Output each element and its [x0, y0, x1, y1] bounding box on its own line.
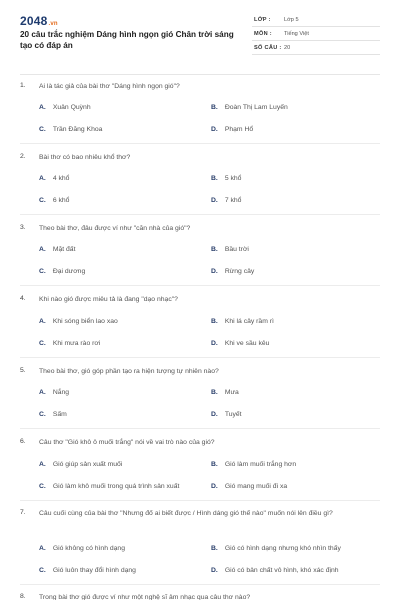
option-letter: D.: [211, 197, 218, 204]
option-text: Gió luôn thay đổi hình dạng: [52, 567, 136, 574]
question-text: Theo bài thơ, đâu được ví như "căn nhà của gió"?: [39, 225, 191, 232]
question-number: 6.: [20, 438, 26, 445]
question-number: 2.: [20, 153, 26, 160]
option-text: 4 khổ: [52, 175, 70, 182]
header-divider: [20, 74, 380, 75]
option-text: Mưa: [224, 389, 239, 396]
option-letter: D.: [211, 126, 218, 133]
page-title: 20 câu trắc nghiệm Dáng hình ngọn gió Chân trời sáng tạo có đáp án: [20, 30, 234, 50]
option-letter: C.: [39, 126, 46, 133]
question-divider: [20, 357, 380, 358]
question-text: Câu thơ "Gió khô ô muối trắng" nói về vai trò nào của gió?: [39, 439, 215, 446]
option-letter: B.: [211, 104, 218, 111]
option-text: Đoàn Thị Lam Luyến: [224, 104, 288, 111]
option-text: Khi lá cây rầm rì: [224, 318, 274, 325]
option-letter: B.: [211, 246, 218, 253]
option-c[interactable]: [39, 340, 100, 347]
option-c[interactable]: [39, 197, 69, 204]
question-divider: [20, 285, 380, 286]
question-divider: [20, 500, 380, 501]
option-letter: A.: [39, 175, 46, 182]
question-text: Bài thơ có bao nhiêu khổ thơ?: [39, 154, 131, 161]
option-letter: B.: [211, 389, 218, 396]
meta-row-count: [252, 42, 380, 55]
option-text: Tuyết: [224, 411, 242, 418]
option-letter: A.: [39, 318, 46, 325]
option-b[interactable]: [211, 175, 241, 182]
option-letter: A.: [39, 545, 46, 552]
option-d[interactable]: [211, 126, 253, 133]
meta-key: SỐ CÂU :: [254, 45, 282, 51]
question-divider: [20, 584, 380, 585]
option-text: Khi mưa rào rơi: [52, 340, 101, 347]
option-d[interactable]: [211, 197, 241, 204]
question-number: 5.: [20, 367, 26, 374]
question-text: Câu cuối cùng của bài thơ "Nhưng đố ai biết được / Hình dáng gió thế nào" muốn nói lên điều gì?: [39, 510, 333, 517]
option-text: Gió làm khô muối trong quá trình sản xuất: [52, 483, 180, 490]
option-a[interactable]: [39, 389, 69, 396]
option-a[interactable]: [39, 175, 69, 182]
option-text: Gió mang muối đi xa: [224, 483, 288, 490]
option-c[interactable]: [39, 126, 102, 133]
option-b[interactable]: [211, 246, 249, 253]
option-d[interactable]: [211, 268, 254, 275]
option-d[interactable]: [211, 483, 287, 490]
option-text: 5 khổ: [224, 175, 242, 182]
question-number: 1.: [20, 82, 26, 89]
option-text: Đại dương: [52, 268, 86, 275]
question-text: Trong bài thơ gió được ví như một nghệ sĩ âm nhạc qua câu thơ nào?: [39, 594, 251, 600]
logo-main-text: 2048: [20, 14, 48, 28]
option-letter: D.: [211, 411, 218, 418]
meta-key: MÔN :: [254, 31, 272, 37]
meta-value: Lớp 5: [284, 17, 299, 23]
option-a[interactable]: [39, 104, 91, 111]
option-text: Xuân Quỳnh: [52, 104, 91, 111]
option-b[interactable]: [211, 461, 296, 468]
option-c[interactable]: [39, 411, 67, 418]
option-letter: B.: [211, 318, 218, 325]
option-text: 7 khổ: [224, 197, 242, 204]
question-text: Ai là tác giả của bài thơ "Dáng hình ngọn gió"?: [39, 83, 180, 90]
option-b[interactable]: [211, 104, 288, 111]
option-text: Khi ve sầu kêu: [224, 340, 270, 347]
option-c[interactable]: [39, 268, 85, 275]
option-letter: C.: [39, 197, 46, 204]
option-text: Nắng: [52, 389, 70, 396]
option-text: Gió không có hình dạng: [52, 545, 125, 552]
option-letter: D.: [211, 340, 218, 347]
option-letter: A.: [39, 246, 46, 253]
option-b[interactable]: [211, 318, 274, 325]
question-number: 8.: [20, 593, 26, 600]
option-text: Phạm Hổ: [224, 126, 254, 133]
question-number: 3.: [20, 224, 26, 231]
option-letter: B.: [211, 175, 218, 182]
option-text: Trần Đăng Khoa: [52, 126, 103, 133]
option-letter: C.: [39, 268, 46, 275]
option-a[interactable]: [39, 545, 125, 552]
option-c[interactable]: [39, 567, 136, 574]
site-logo[interactable]: [20, 14, 58, 28]
question-number: 4.: [20, 295, 26, 302]
option-a[interactable]: [39, 318, 118, 325]
question-divider: [20, 428, 380, 429]
option-text: Gió có bản chất vô hình, khó xác định: [224, 567, 339, 574]
option-text: Gió có hình dạng nhưng khó nhìn thấy: [224, 545, 341, 552]
option-b[interactable]: [211, 389, 239, 396]
option-letter: C.: [39, 340, 46, 347]
option-letter: A.: [39, 389, 46, 396]
option-letter: D.: [211, 483, 218, 490]
option-text: Gió giúp sản xuất muối: [52, 461, 123, 468]
option-letter: C.: [39, 567, 46, 574]
meta-value: 20: [284, 45, 291, 51]
meta-key: LỚP :: [254, 17, 271, 23]
option-text: Bầu trời: [224, 246, 249, 253]
option-a[interactable]: [39, 461, 122, 468]
option-letter: B.: [211, 545, 218, 552]
question-divider: [20, 143, 380, 144]
meta-row-grade: [252, 14, 380, 27]
option-d[interactable]: [211, 411, 242, 418]
meta-row-subject: [252, 28, 380, 41]
option-text: 6 khổ: [52, 197, 70, 204]
option-a[interactable]: [39, 246, 75, 253]
option-text: Rừng cây: [224, 268, 255, 275]
meta-value: Tiếng Việt: [284, 31, 309, 37]
option-letter: B.: [211, 461, 218, 468]
option-letter: C.: [39, 483, 46, 490]
option-letter: A.: [39, 461, 46, 468]
option-text: Mặt đất: [52, 246, 76, 253]
option-letter: D.: [211, 268, 218, 275]
option-d[interactable]: [211, 567, 339, 574]
option-letter: A.: [39, 104, 46, 111]
option-d[interactable]: [211, 340, 269, 347]
option-text: Sấm: [52, 411, 67, 418]
option-c[interactable]: [39, 483, 179, 490]
option-letter: C.: [39, 411, 46, 418]
question-text: Theo bài thơ, gió góp phần tạo ra hiện tượng tự nhiên nào?: [39, 368, 219, 375]
option-b[interactable]: [211, 545, 341, 552]
document-header: [0, 0, 400, 78]
question-number: 7.: [20, 509, 26, 516]
option-text: Gió làm muối trắng hơn: [224, 461, 297, 468]
option-text: Khi sóng biển lao xao: [52, 318, 118, 325]
logo-tld-text: .vn: [48, 21, 58, 27]
question-text: Khi nào gió được miêu tả là đang "dạo nhạc"?: [39, 296, 178, 303]
question-divider: [20, 214, 380, 215]
option-letter: D.: [211, 567, 218, 574]
